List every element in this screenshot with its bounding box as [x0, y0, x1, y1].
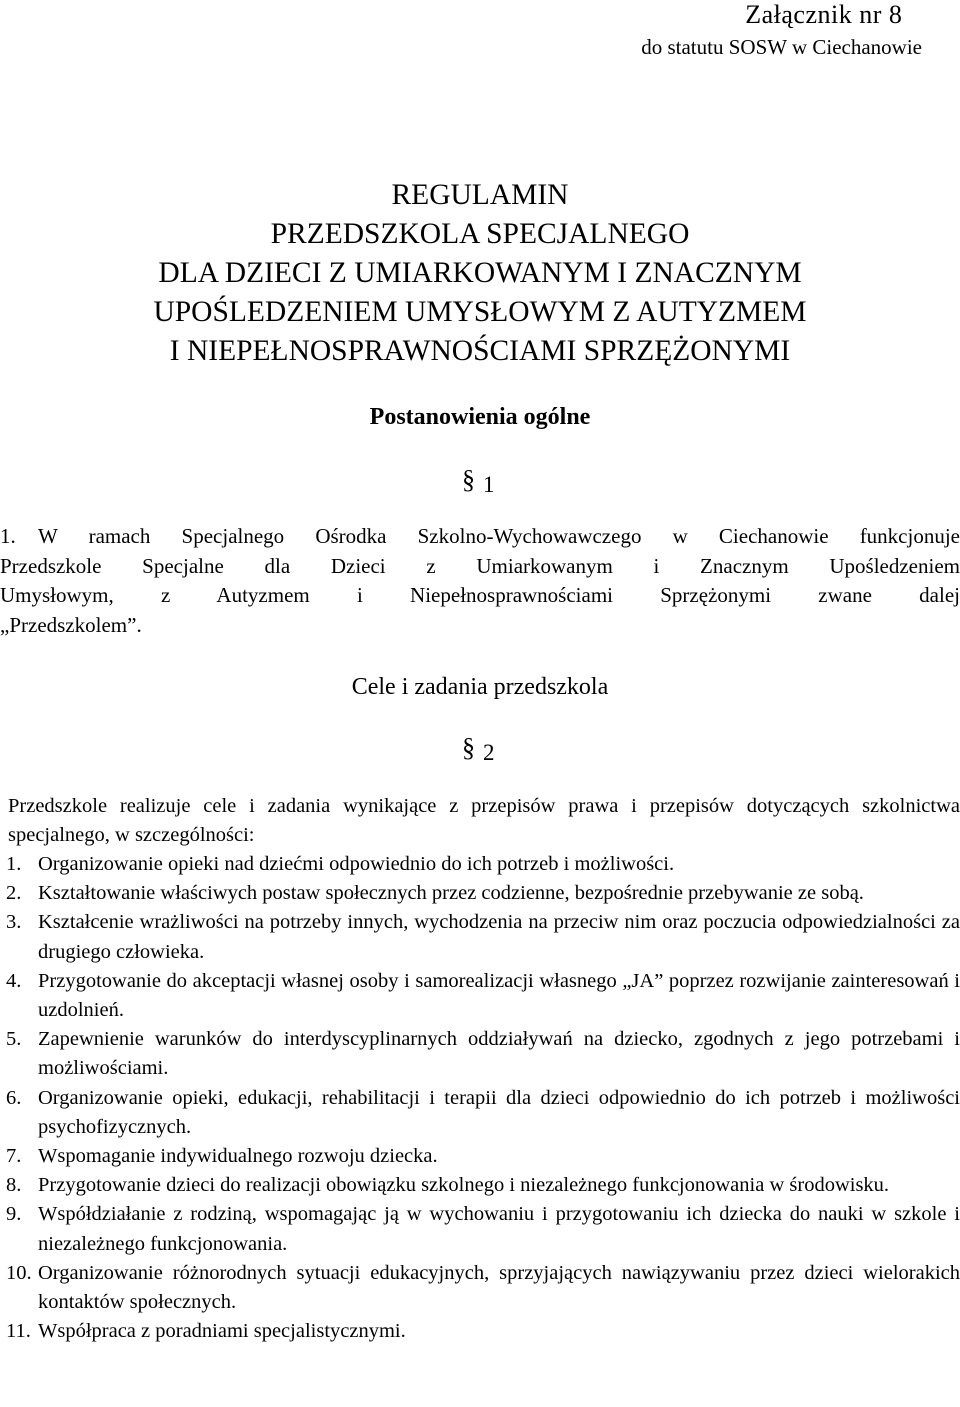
item-text: Zapewnienie warunków do interdyscyplinarnych oddziaływań na dziecko, zgodnych z jego potrzebami i możliwościami. [38, 1028, 960, 1080]
list-item [6, 1142, 960, 1171]
item-number: 9. [6, 1203, 22, 1226]
item-number: 2. [6, 882, 22, 905]
item-text: Przygotowanie dzieci do realizacji obowiązku szkolnego i niezależnego funkcjonowania w środowisku. [38, 1174, 890, 1197]
title-line: REGULAMIN [391, 179, 569, 211]
section-heading-general: Postanowienia ogólne [369, 404, 591, 430]
paragraph-line: Przedszkole Specjalne dla Dzieci z Umiarkowanym i Znacznym Upośledzeniem [0, 553, 960, 578]
paragraph-line: W ramach Specjalnego Ośrodka Szkolno-Wychowawczego w Ciechanowie funkcjonuje [38, 524, 960, 548]
list-item [6, 879, 960, 908]
paragraph-mark-2 [462, 731, 495, 770]
item-text: Organizowanie opieki, edukacji, rehabilitacji i terapii dla dzieci odpowiednio do ich potrzeb i możliwości psychofizycznych. [38, 1086, 960, 1138]
item-text: Organizowanie opieki nad dziećmi odpowiednio do ich potrzeb i możliwości. [38, 853, 675, 875]
list-item [6, 1084, 960, 1142]
list-item [6, 1171, 960, 1200]
item-text: Organizowanie różnorodnych sytuacji edukacyjnych, sprzyjających nawiązywaniu przez dzieci wielorakich kontaktów społecznych. [38, 1261, 960, 1314]
item-number: 8. [6, 1174, 22, 1197]
list-item [6, 1317, 960, 1346]
item-text: Kształcenie wrażliwości na potrzeby innych, wychodzenia na przeciw nim oraz poczucia odpowiedzialności za drugiego człowieka. [38, 911, 960, 963]
item-text: Przygotowanie do akceptacji własnej osoby i samorealizacji własnego „JA” poprzez rozwijanie zainteresowań i uzdolnień. [38, 969, 960, 1022]
section-heading-goals: Cele i zadania przedszkola [351, 674, 609, 700]
list-item [6, 1200, 960, 1258]
title-line: UPOŚLEDZENIEM UMYSŁOWYM Z AUTYZMEM [153, 296, 807, 328]
paragraph-line: „Przedszkolem”. [0, 612, 142, 637]
paragraph-number: 2 [483, 740, 495, 765]
goals-list [6, 850, 960, 1346]
item-text: Kształtowanie właściwych postaw społecznych przez codzienne, bezpośrednie przebywanie ze sobą. [38, 882, 864, 905]
item-text: Współdziałanie z rodziną, wspomagając ją w wychowaniu i przygotowaniu ich dziecka do nauki w szkole i niezależnego funkcjonowania. [38, 1203, 960, 1255]
item-number: 4. [6, 969, 22, 992]
item-number: 11. [6, 1320, 31, 1343]
list-item [6, 1259, 960, 1317]
section-intro: Przedszkole realizuje cele i zadania wynikające z przepisów prawa i przepisów dotyczących szkolnictwa specjalnego, w szczególności: [8, 795, 960, 846]
item-number: 5. [6, 1028, 22, 1051]
section-sign: § [462, 733, 475, 762]
title-line: PRZEDSZKOLA SPECJALNEGO [270, 218, 690, 250]
item-number: 10. [6, 1261, 32, 1284]
item-number: 3. [6, 911, 22, 934]
paragraph-1-text [0, 522, 960, 640]
title-line: DLA DZIECI Z UMIARKOWANYM I ZNACZNYM [158, 257, 802, 289]
attachment-header [641, 0, 922, 62]
item-number: 1. [6, 853, 22, 875]
item-text: Współpraca z poradniami specjalistycznymi. [38, 1320, 406, 1343]
list-item [6, 908, 960, 966]
item-number: 1. [0, 524, 16, 548]
item-text: Wspomaganie indywidualnego rozwoju dziecka. [38, 1145, 438, 1168]
paragraph-line: Umysłowym, z Autyzmem i Niepełnosprawnościami Sprzężonymi zwane dalej [0, 583, 960, 607]
paragraph-number: 1 [483, 472, 495, 497]
item-number: 6. [6, 1086, 22, 1109]
paragraph-mark-1 [462, 463, 495, 502]
document-title [0, 176, 960, 371]
statute-reference: do statutu SOSW w Ciechanowie [641, 35, 922, 59]
list-item [6, 1025, 960, 1083]
section-sign: § [462, 465, 475, 494]
title-line: I NIEPEŁNOSPRAWNOŚCIAMI SPRZĘŻONYMI [169, 335, 791, 367]
attachment-number: Załącznik nr 8 [745, 0, 903, 29]
item-number: 7. [6, 1145, 22, 1168]
list-item [6, 967, 960, 1025]
list-item [6, 850, 960, 879]
